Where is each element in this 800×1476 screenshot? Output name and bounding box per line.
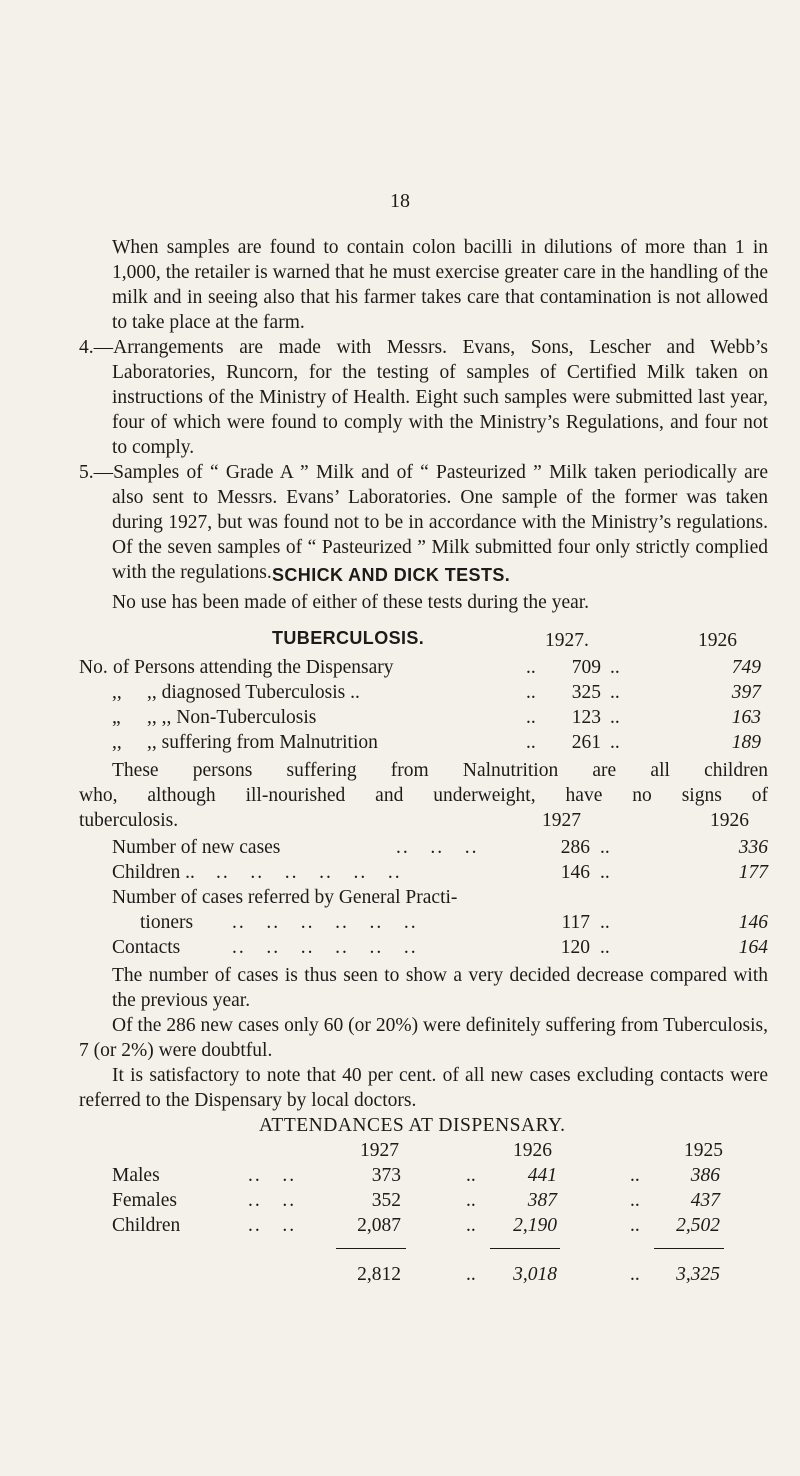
leader: .. [526,732,536,753]
leader: .. .. .. [396,837,479,858]
schick-heading: SCHICK AND DICK TESTS. [272,565,511,585]
attendance-row [0,1213,800,1238]
attendance-1926: 387 [527,1190,557,1211]
tb-note-line-3: tuberculosis. [79,810,179,831]
attendance-totals [0,1262,800,1287]
leader: .. [630,1165,640,1186]
leader: .. [466,1165,476,1186]
leader: .. .. [248,1215,297,1236]
tb-col-1927: 1927. [545,630,589,651]
cases-row [0,885,800,910]
attendance-1926: 2,190 [513,1215,557,1236]
leader: .. .. [248,1165,297,1186]
leader: .. [466,1264,476,1285]
total-rule [490,1248,560,1249]
attendance-row-label: Children [112,1215,181,1236]
cases-row-1926: 177 [738,862,768,883]
attendance-1927: 352 [371,1190,401,1211]
attendance-1925: 437 [690,1190,720,1211]
cases-col-1926: 1926 [710,810,749,831]
leader: .. [630,1264,640,1285]
cases-row-label: Contacts [112,937,181,958]
leader: .. [600,937,610,958]
total-1925: 3,325 [676,1264,720,1285]
tb-row-prefix: ,, [112,682,122,703]
tb-col-1926: 1926 [698,630,737,651]
attendance-1925: 2,502 [676,1215,720,1236]
attendance-year: 1926 [513,1140,552,1161]
tb-row-prefix: No. [79,657,108,678]
intro-paragraph: When samples are found to contain colon bacilli in dilutions of more than 1 in 1,000, the retailer is warned that he must exercise greater care in the handling of the milk and in seeing also that his farmer takes care that contamination is not allowed to take place at the farm. [112,237,768,333]
total-rule [336,1248,406,1249]
cases-row [0,910,800,935]
leader: .. [610,732,620,753]
paragraph-4: 4.—Arrangements are made with Messrs. Evans, Sons, Lescher and Webb’s Laboratories, Runcorn, for the testing of samples of Certified Milk taken on instructions of the Ministry of Health. Eight such samples were submitted last year, four of which were found to comply with the Ministry’s Regulations, and four not to comply. [79,337,768,458]
tb-row-1927: 123 [571,707,601,728]
tb-row-label: ,, suffering from Malnutrition [147,732,378,753]
attendance-row-label: Males [112,1165,160,1186]
tb-note-line-1: These persons suffering from Nalnutrition are all children [112,760,768,781]
cases-col-1927: 1927 [542,810,581,831]
tb-row-prefix: „ [112,707,121,728]
tb-row-prefix: ,, [112,732,122,753]
leader: .. [630,1190,640,1211]
cases-row-1927: 146 [560,862,590,883]
tb-row [0,655,800,680]
cases-row-label: Children .. [112,862,195,883]
cases-row-1927: 117 [561,912,590,933]
leader: .. [466,1215,476,1236]
leader: .. .. .. .. .. .. [232,937,418,958]
cases-row [0,935,800,960]
attendance-row [0,1188,800,1213]
leader: .. .. [248,1190,297,1211]
cases-row-1926: 164 [738,937,768,958]
tb-row-1926: 397 [731,682,761,703]
attendance-year: 1925 [684,1140,723,1161]
attendance-1925: 386 [690,1165,720,1186]
total-rule [654,1248,724,1249]
paragraph-5: 5.—Samples of “ Grade A ” Milk and of “ Pasteurized ” Milk taken periodically are also sent to Messrs. Evans’ Laboratories. One sample of the former was taken during 1927, but was found not to be in accordance with the Ministry’s regulations. Of the seven samples of “ Pasteurized ” Milk submitted four only strictly complied with the regulations. [79,462,768,583]
leader: .. [600,862,610,883]
leader: .. [526,682,536,703]
tb-row [0,680,800,705]
tuberculosis-heading: TUBERCULOSIS. [272,628,425,648]
attendance-1927: 373 [371,1165,401,1186]
leader: .. .. .. .. .. .. [232,912,418,933]
decrease-paragraph: The number of cases is thus seen to show a very decided decrease compared with the previous year. [112,965,768,1011]
cases-row-1927: 120 [560,937,590,958]
tb-row-label: of Persons attending the Dispensary [113,657,394,678]
tb-row-1926: 189 [731,732,761,753]
tb-row-1927: 261 [571,732,601,753]
satisfactory-paragraph: It is satisfactory to note that 40 per cent. of all new cases excluding contacts were referred to the Dispensary by local doctors. [79,1065,768,1111]
leader: .. [600,912,610,933]
leader: .. [610,682,620,703]
cases-row-1927: 286 [560,837,590,858]
tb-row-label: ,, ,, Non-Tuberculosis [147,707,317,728]
attendance-row-label: Females [112,1190,177,1211]
attendance-year: 1927 [360,1140,399,1161]
leader: .. [526,707,536,728]
leader: .. [466,1190,476,1211]
tb-note-line-2: who, although ill-nourished and underweight, have no signs of [79,785,768,806]
leader: .. [526,657,536,678]
tb-row-1927: 325 [571,682,601,703]
cases-row [0,835,800,860]
tb-row-label: ,, diagnosed Tuberculosis .. [147,682,360,703]
cases-row-1926: 146 [738,912,768,933]
tb-row-1926: 163 [731,707,761,728]
cases-row-label: Number of cases referred by General Practi- [112,887,458,908]
cases-row-label: tioners [140,912,194,933]
cases-row [0,860,800,885]
tb-row [0,705,800,730]
cases-row-label: Number of new cases [112,837,281,858]
leader: .. [600,837,610,858]
leader: .. [610,657,620,678]
attendances-heading: ATTENDANCES AT DISPENSARY. [259,1115,566,1136]
total-1927: 2,812 [357,1264,401,1285]
tb-row [0,730,800,755]
of-cases-paragraph: Of the 286 new cases only 60 (or 20%) were definitely suffering from Tuberculosis, 7 (or 2%) were doubtful. [79,1015,768,1061]
total-1926: 3,018 [513,1264,557,1285]
tb-row-1926: 749 [731,657,761,678]
leader: .. [610,707,620,728]
schick-text: No use has been made of either of these tests during the year. [112,592,590,613]
leader: .. [630,1215,640,1236]
tb-row-1927: 709 [571,657,601,678]
attendance-1927: 2,087 [357,1215,401,1236]
leader: .. .. .. .. .. .. [216,862,402,883]
cases-row-1926: 336 [738,837,768,858]
attendance-years [0,1138,800,1163]
page-number: 18 [390,190,410,212]
attendance-1926: 441 [527,1165,557,1186]
attendance-row [0,1163,800,1188]
